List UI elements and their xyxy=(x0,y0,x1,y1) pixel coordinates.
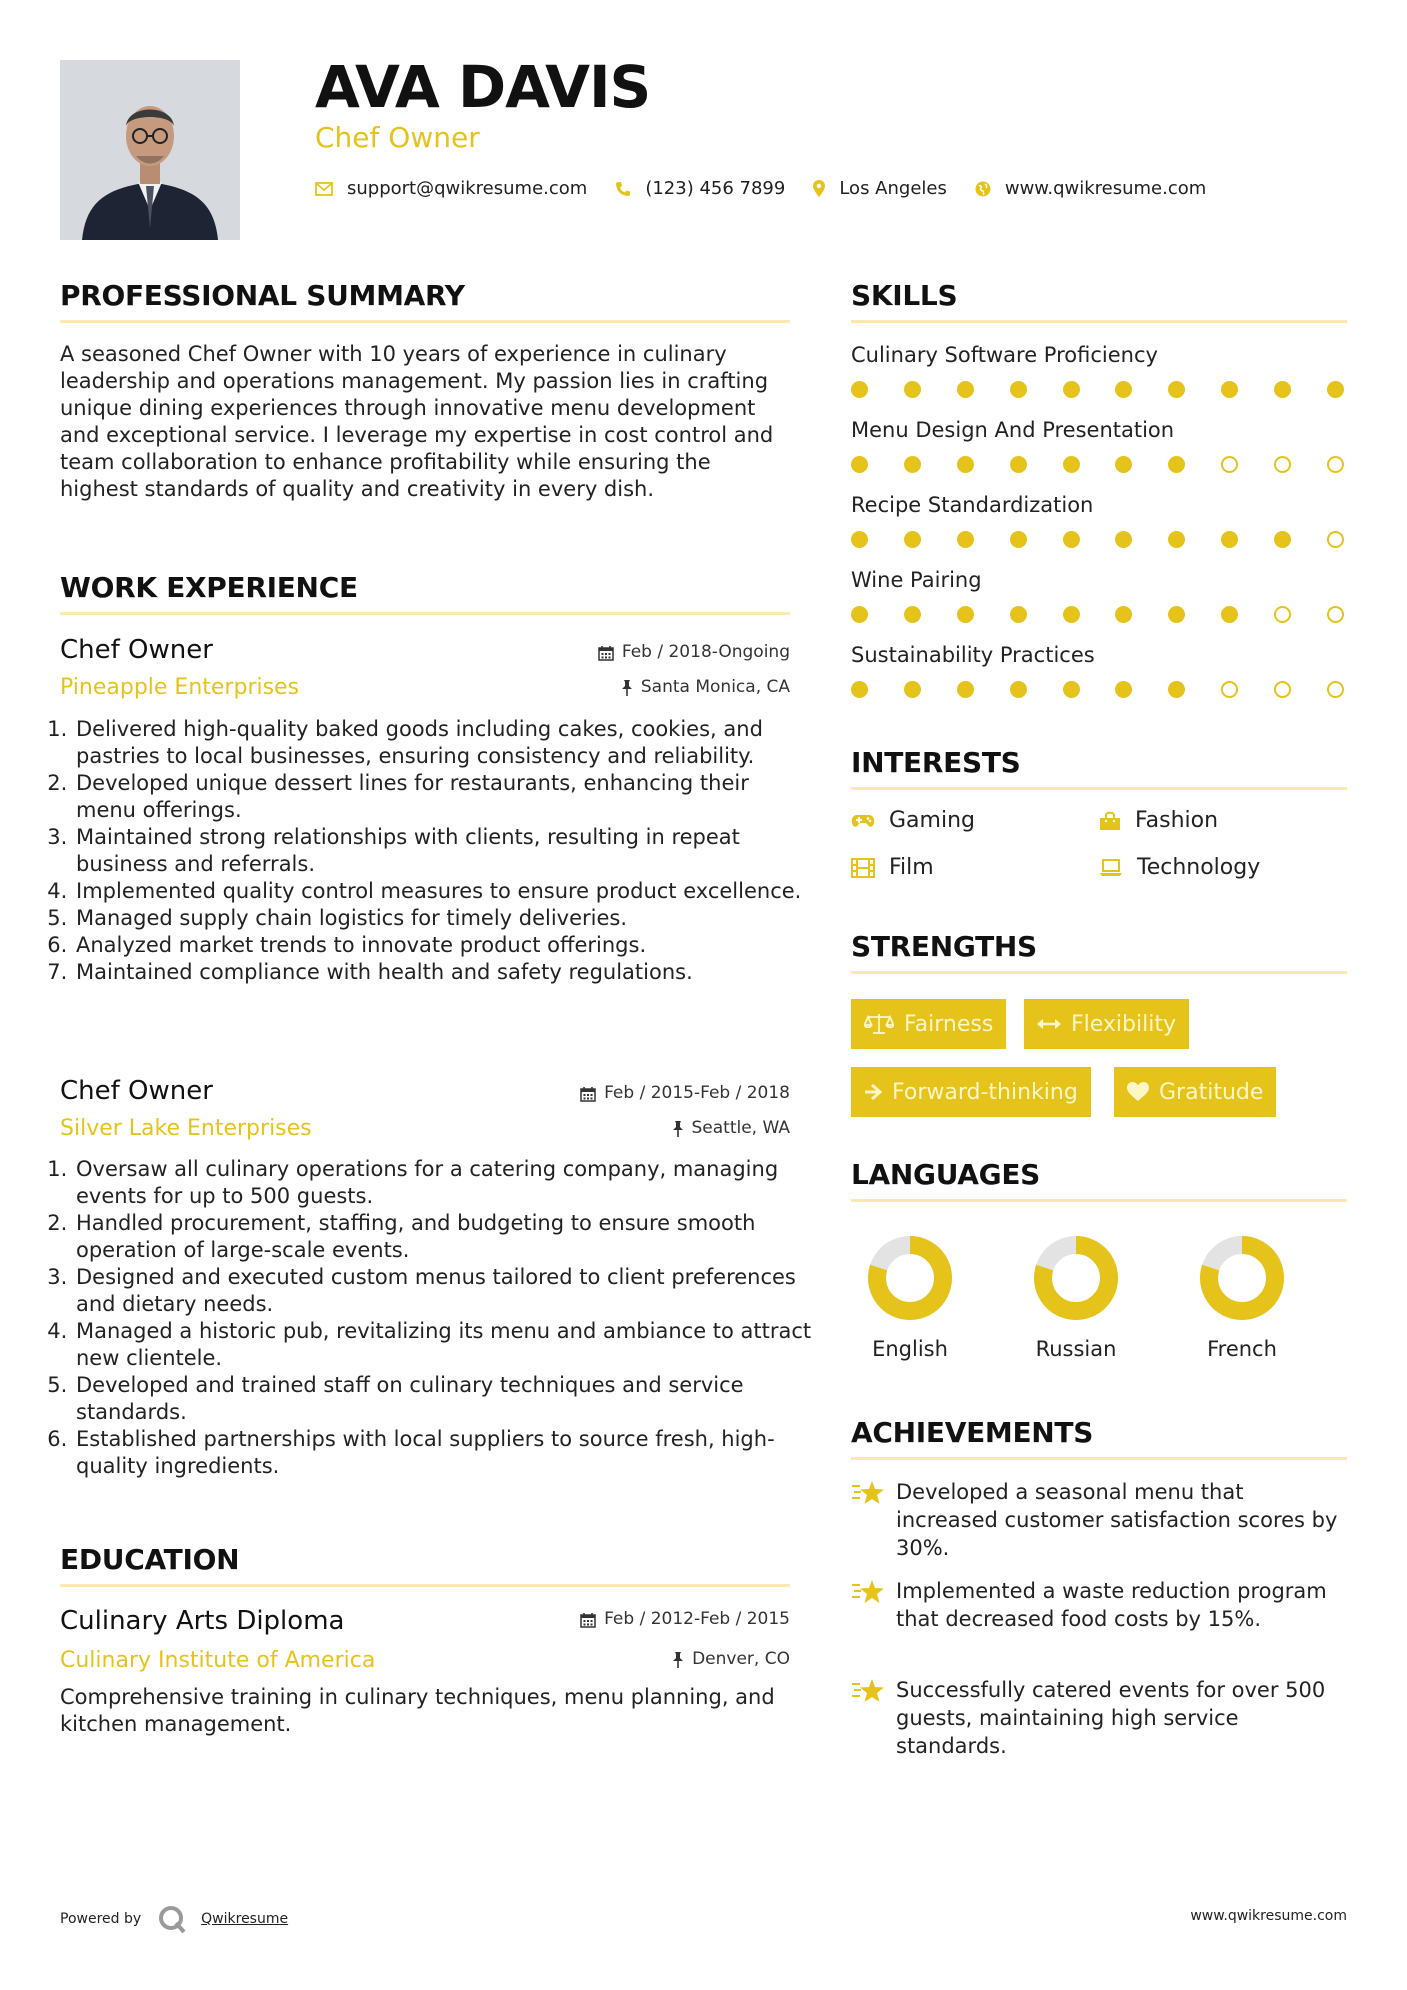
skill-rating xyxy=(851,606,1344,623)
list-item: 2. Handled procurement, staffing, and budgeting to ensure smooth operation of large-scale events. xyxy=(74,1210,812,1264)
job-date-text: Feb / 2018-Ongoing xyxy=(621,642,790,662)
language-name: English xyxy=(872,1337,948,1361)
skill-dot-filled xyxy=(1063,456,1080,473)
skill-dot-filled xyxy=(1327,381,1344,398)
skill-name: Recipe Standardization xyxy=(851,493,1094,517)
skill-dot-filled xyxy=(957,456,974,473)
skill-dot-filled xyxy=(1274,531,1291,548)
education-description: Comprehensive training in culinary techniques, menu planning, and kitchen management. xyxy=(60,1685,775,1736)
job-bullets xyxy=(52,1156,812,1480)
calendar-icon xyxy=(580,1612,596,1628)
shopping-bag-icon xyxy=(1099,811,1121,831)
skill-rating xyxy=(851,456,1344,473)
achievement-text: Successfully catered events for over 500 guests, maintaining high service standards. xyxy=(896,1678,1326,1758)
skill-rating xyxy=(851,381,1344,398)
skills-heading: SKILLS xyxy=(851,279,958,312)
education-date xyxy=(480,1611,790,1628)
skill-dot-empty xyxy=(1274,456,1291,473)
skill-dot-empty xyxy=(1221,681,1238,698)
strength-label: Fairness xyxy=(904,1011,994,1037)
film-icon xyxy=(851,858,875,878)
job-title: Chef Owner xyxy=(60,635,213,665)
candidate-role: Chef Owner xyxy=(315,121,480,154)
skill-item xyxy=(851,420,1344,473)
interest-film xyxy=(851,855,934,880)
achievement-text: Implemented a waste reduction program that decreased food costs by 15%. xyxy=(896,1579,1327,1631)
degree-title: Culinary Arts Diploma xyxy=(60,1606,345,1636)
contact-location: Los Angeles xyxy=(839,178,947,199)
skill-dot-filled xyxy=(1063,606,1080,623)
skill-name: Sustainability Practices xyxy=(851,643,1095,667)
languages-heading: LANGUAGES xyxy=(851,1158,1041,1191)
summary-heading: PROFESSIONAL SUMMARY xyxy=(60,279,465,312)
job-date xyxy=(480,644,790,661)
interest-label: Gaming xyxy=(889,808,975,833)
education-heading: EDUCATION xyxy=(60,1543,240,1576)
skill-dot-filled xyxy=(957,681,974,698)
experience-heading: WORK EXPERIENCE xyxy=(60,571,358,604)
qwikresume-logo-icon xyxy=(157,1904,187,1934)
skill-dot-filled xyxy=(1221,606,1238,623)
language-donut xyxy=(865,1233,955,1323)
star-icon xyxy=(851,1678,885,1708)
summary-divider xyxy=(60,320,790,323)
job-location xyxy=(480,1120,790,1137)
brand-link[interactable]: Qwikresume xyxy=(201,1911,289,1927)
language-item xyxy=(1016,1233,1136,1361)
skill-rating xyxy=(851,531,1344,548)
skill-dot-empty xyxy=(1327,681,1344,698)
strength-chip xyxy=(851,999,1006,1049)
education-location xyxy=(480,1651,790,1668)
skill-name: Menu Design And Presentation xyxy=(851,418,1175,442)
skill-dot-empty xyxy=(1221,456,1238,473)
skill-dot-filled xyxy=(1063,381,1080,398)
gamepad-icon xyxy=(851,813,875,829)
skill-dot-filled xyxy=(904,606,921,623)
skill-dot-filled xyxy=(1115,681,1132,698)
languages-divider xyxy=(851,1199,1347,1202)
job-title: Chef Owner xyxy=(60,1076,213,1106)
strength-chip xyxy=(1024,999,1189,1049)
laptop-icon xyxy=(1099,859,1123,877)
list-item: 3. Designed and executed custom menus tailored to client preferences and dietary needs. xyxy=(74,1264,812,1318)
person-avatar-icon xyxy=(60,60,240,240)
calendar-icon xyxy=(580,1086,596,1102)
skill-dot-filled xyxy=(957,381,974,398)
list-item: 5. Managed supply chain logistics for timely deliveries. xyxy=(74,905,812,932)
skill-item xyxy=(851,570,1344,623)
job-date xyxy=(480,1085,790,1102)
skill-dot-filled xyxy=(1168,606,1185,623)
education-location-text: Denver, CO xyxy=(692,1649,790,1669)
interest-technology xyxy=(1099,855,1260,880)
list-item: 7. Maintained compliance with health and safety regulations. xyxy=(74,959,812,986)
interest-label: Fashion xyxy=(1135,808,1219,833)
envelope-icon xyxy=(315,182,333,196)
skill-dot-filled xyxy=(1010,606,1027,623)
strength-label: Gratitude xyxy=(1159,1079,1264,1105)
job-date-text: Feb / 2015-Feb / 2018 xyxy=(604,1083,790,1103)
skill-dot-filled xyxy=(904,456,921,473)
achievement-item xyxy=(851,1577,1347,1633)
interests-divider xyxy=(851,787,1347,790)
strength-label: Flexibility xyxy=(1071,1011,1176,1037)
skill-dot-empty xyxy=(1274,681,1291,698)
skill-dot-filled xyxy=(1115,606,1132,623)
contact-bar xyxy=(315,178,1234,199)
skill-dot-filled xyxy=(1010,681,1027,698)
education-date-text: Feb / 2012-Feb / 2015 xyxy=(604,1609,790,1629)
powered-by-label: Powered by xyxy=(60,1911,142,1927)
skill-dot-filled xyxy=(851,381,868,398)
job-location-text: Santa Monica, CA xyxy=(640,677,790,697)
school-name: Culinary Institute of America xyxy=(60,1648,376,1673)
list-item: 3. Maintained strong relationships with clients, resulting in repeat business and referrals. xyxy=(74,824,812,878)
contact-phone[interactable]: (123) 456 7899 xyxy=(645,178,786,199)
arrows-horizontal-icon xyxy=(1037,1017,1061,1031)
skill-dot-filled xyxy=(851,531,868,548)
pushpin-icon xyxy=(621,680,633,696)
footer-site[interactable]: www.qwikresume.com xyxy=(1190,1908,1347,1924)
skill-dot-filled xyxy=(1221,531,1238,548)
footer-powered-by xyxy=(60,1904,288,1934)
heart-icon xyxy=(1127,1082,1149,1102)
skill-dot-filled xyxy=(957,606,974,623)
list-item: 2. Developed unique dessert lines for restaurants, enhancing their menu offerings. xyxy=(74,770,812,824)
globe-icon xyxy=(975,181,991,197)
skill-dot-filled xyxy=(1010,531,1027,548)
strength-chip xyxy=(851,1067,1091,1117)
skills-divider xyxy=(851,320,1347,323)
skill-dot-filled xyxy=(1168,531,1185,548)
achievement-text: Developed a seasonal menu that increased customer satisfaction scores by 30%. xyxy=(896,1480,1338,1560)
skill-dot-filled xyxy=(1063,531,1080,548)
interest-label: Film xyxy=(889,855,934,880)
language-name: Russian xyxy=(1035,1337,1117,1361)
company-name: Pineapple Enterprises xyxy=(60,675,300,700)
profile-photo xyxy=(60,60,240,240)
skill-dot-filled xyxy=(1221,381,1238,398)
skill-dot-filled xyxy=(1115,381,1132,398)
skill-dot-filled xyxy=(1010,381,1027,398)
list-item: 6. Established partnerships with local suppliers to source fresh, high-quality ingredients. xyxy=(74,1426,812,1480)
skill-rating xyxy=(851,681,1344,698)
skill-name: Culinary Software Proficiency xyxy=(851,343,1158,367)
skill-dot-filled xyxy=(851,606,868,623)
phone-icon xyxy=(615,181,631,197)
list-item: 5. Developed and trained staff on culinary techniques and service standards. xyxy=(74,1372,812,1426)
pushpin-icon xyxy=(672,1652,684,1668)
language-item xyxy=(1182,1233,1302,1361)
pushpin-icon xyxy=(672,1121,684,1137)
skill-dot-empty xyxy=(1274,606,1291,623)
language-item xyxy=(850,1233,970,1361)
list-item: 4. Implemented quality control measures to ensure product excellence. xyxy=(74,878,812,905)
skill-item xyxy=(851,345,1344,398)
achievement-item xyxy=(851,1478,1347,1562)
list-item: 4. Managed a historic pub, revitalizing its menu and ambiance to attract new clientele. xyxy=(74,1318,812,1372)
skill-dot-filled xyxy=(1010,456,1027,473)
skill-dot-filled xyxy=(1168,681,1185,698)
skill-dot-empty xyxy=(1327,456,1344,473)
interest-gaming xyxy=(851,808,975,833)
education-divider xyxy=(60,1584,790,1587)
skill-item xyxy=(851,645,1344,698)
skill-dot-filled xyxy=(1115,456,1132,473)
strengths-divider xyxy=(851,971,1347,974)
balance-scale-icon xyxy=(864,1013,894,1035)
skill-dot-filled xyxy=(851,681,868,698)
skill-item xyxy=(851,495,1344,548)
arrow-right-icon xyxy=(864,1084,882,1100)
skill-dot-filled xyxy=(904,681,921,698)
language-donut xyxy=(1197,1233,1287,1323)
map-pin-icon xyxy=(813,180,825,197)
calendar-icon xyxy=(598,645,614,661)
skill-dot-filled xyxy=(851,456,868,473)
skill-dot-empty xyxy=(1327,606,1344,623)
job-location-text: Seattle, WA xyxy=(691,1118,790,1138)
skill-dot-empty xyxy=(1327,531,1344,548)
interest-label: Technology xyxy=(1137,855,1261,880)
skill-dot-filled xyxy=(1274,381,1291,398)
candidate-name: AVA DAVIS xyxy=(315,53,651,121)
star-icon xyxy=(851,1480,885,1510)
achievement-item xyxy=(851,1676,1347,1760)
skill-dot-filled xyxy=(1168,456,1185,473)
achievements-divider xyxy=(851,1457,1347,1460)
list-item: 6. Analyzed market trends to innovate product offerings. xyxy=(74,932,812,959)
achievements-heading: ACHIEVEMENTS xyxy=(851,1416,1094,1449)
skill-dot-filled xyxy=(957,531,974,548)
star-icon xyxy=(851,1579,885,1609)
skill-dot-filled xyxy=(904,531,921,548)
strengths-heading: STRENGTHS xyxy=(851,930,1037,963)
list-item: 1. Oversaw all culinary operations for a catering company, managing events for up to 500 guests. xyxy=(74,1156,812,1210)
skill-dot-filled xyxy=(904,381,921,398)
experience-divider xyxy=(60,612,790,615)
job-location xyxy=(480,679,790,696)
list-item: 1. Delivered high-quality baked goods including cakes, cookies, and pastries to local businesses, ensuring consistency and reliability. xyxy=(74,716,812,770)
skill-name: Wine Pairing xyxy=(851,568,982,592)
skill-dot-filled xyxy=(1063,681,1080,698)
contact-email[interactable]: support@qwikresume.com xyxy=(347,178,588,199)
language-name: French xyxy=(1207,1337,1277,1361)
job-bullets xyxy=(52,716,812,986)
summary-text: A seasoned Chef Owner with 10 years of experience in culinary leadership and operations management. My passion lies in crafting unique dining experiences through innovative menu development and exceptional service. I leverage my expertise in cost control and team collaboration to enhance profitability while ensuring the highest standards of quality and creativity in every dish. xyxy=(60,342,774,501)
interest-fashion xyxy=(1099,808,1218,833)
strength-chip xyxy=(1114,1067,1276,1117)
contact-website[interactable]: www.qwikresume.com xyxy=(1004,178,1207,199)
skill-dot-filled xyxy=(1115,531,1132,548)
company-name: Silver Lake Enterprises xyxy=(60,1116,312,1141)
strength-label: Forward-thinking xyxy=(892,1079,1078,1105)
skill-dot-filled xyxy=(1168,381,1185,398)
interests-heading: INTERESTS xyxy=(851,746,1021,779)
language-donut xyxy=(1031,1233,1121,1323)
